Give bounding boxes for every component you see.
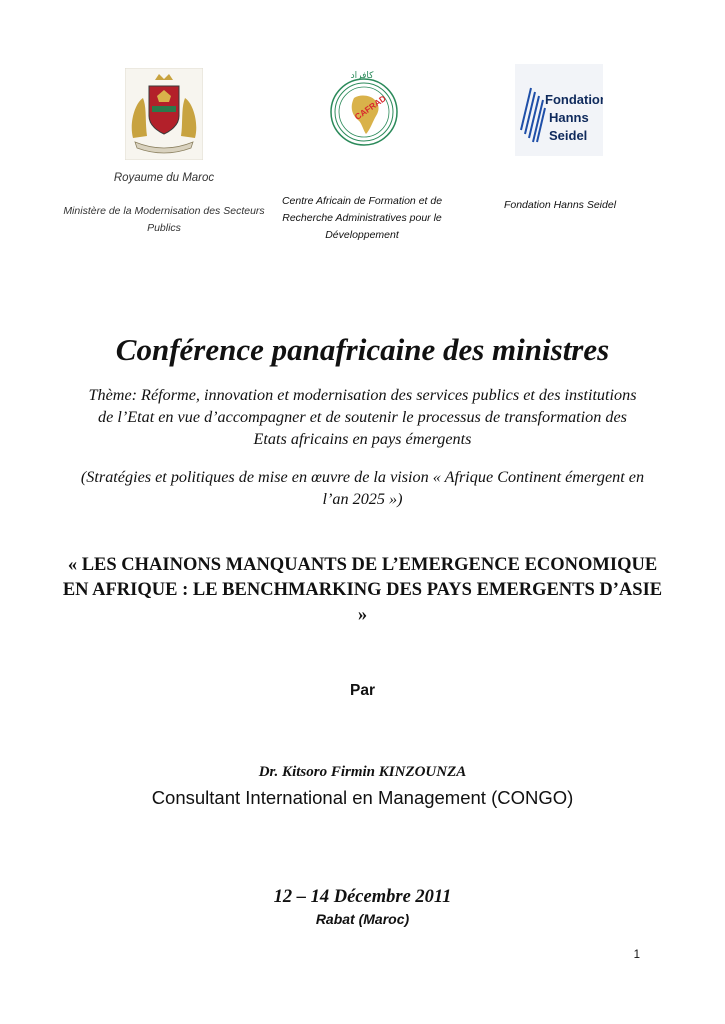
hanns-logo-line-1: Fondation	[545, 92, 603, 107]
conference-title: Conférence panafricaine des ministres	[115, 332, 610, 367]
conference-strategies: (Stratégies et politiques de mise en œuvre de la vision « Afrique Continent émergent en l’an 2025 »)	[80, 468, 645, 508]
hanns-seidel-foundation-logo-icon	[515, 64, 603, 156]
cafrad-arabic-text: كافراد	[350, 71, 374, 81]
hanns-name-label: Fondation Hanns Seidel	[503, 199, 617, 211]
moroccan-coat-of-arms-icon	[125, 68, 203, 160]
conference-theme: Thème: Réforme, innovation et modernisation des services publics et des institutions de l’Etat en vue d’accompagner et de soutenir le processus de transformation des Etats africains en pays émergents	[88, 386, 637, 448]
kingdom-label: Royaume du Maroc	[113, 172, 215, 184]
document-main-title: « LES CHAINONS MANQUANTS DE L’EMERGENCE ECONOMIQUE EN AFRIQUE : LE BENCHMARKING DES PAYS EMERGENTS D’ASIE »	[62, 555, 663, 625]
by-label: Par	[350, 682, 375, 699]
author-name: Dr. Kitsoro Firmin KINZOUNZA	[258, 764, 467, 780]
event-dates: 12 – 14 Décembre 2011	[273, 887, 452, 907]
hanns-logo-line-2: Hanns	[549, 110, 589, 125]
author-role: Consultant International en Management (CONGO)	[151, 787, 574, 808]
ministry-label: Ministère de la Modernisation des Secteurs Publics	[63, 205, 265, 234]
event-place: Rabat (Maroc)	[315, 911, 410, 927]
cafrad-logo-text: CAFRAD	[352, 93, 388, 122]
cafrad-name-label: Centre Africain de Formation et de Recherche Administratives pour le Développement	[281, 195, 443, 241]
hanns-logo-line-3: Seidel	[549, 128, 588, 143]
cafrad-logo-icon	[326, 68, 402, 148]
page-number: 1	[633, 949, 640, 961]
